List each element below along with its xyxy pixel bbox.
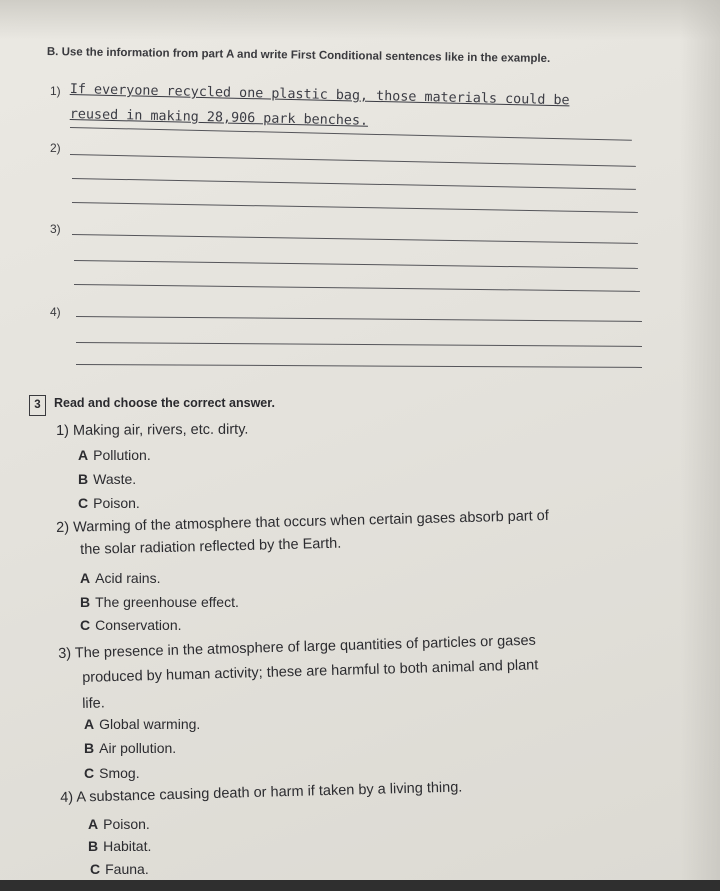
writing-line[interactable]: [70, 154, 636, 167]
writing-line[interactable]: [74, 284, 640, 292]
option-1b[interactable]: [78, 471, 136, 487]
option-letter: C: [78, 495, 89, 511]
option-letter: A: [80, 570, 91, 586]
option-text: The greenhouse effect.: [95, 594, 239, 610]
option-4a[interactable]: [88, 816, 150, 832]
option-3c[interactable]: [84, 765, 140, 781]
question-text: Warming of the atmosphere that occurs when certain gases absorb part of: [72, 507, 549, 536]
writing-line[interactable]: [72, 234, 638, 244]
blank-number-3: 3): [50, 222, 61, 236]
option-letter: C: [84, 765, 95, 781]
option-text: Habitat.: [103, 838, 152, 854]
option-1a[interactable]: [78, 447, 151, 463]
option-letter: B: [84, 740, 95, 756]
option-3a[interactable]: [84, 716, 200, 732]
question-3-line3: life.: [82, 695, 106, 712]
option-letter: C: [80, 617, 91, 633]
question-number: 3): [58, 645, 72, 662]
question-number: 4): [60, 789, 74, 806]
question-2-line2: the solar radiation reflected by the Earth.: [80, 535, 342, 558]
option-text: Conservation.: [95, 617, 182, 633]
part-b-instruction: B. Use the information from part A and write First Conditional sentences like in the example.: [46, 46, 551, 66]
option-2b[interactable]: [80, 594, 239, 610]
option-letter: A: [88, 816, 99, 832]
question-text: A substance causing death or harm if taken by a living thing.: [76, 779, 463, 806]
option-text: Smog.: [99, 765, 140, 781]
blank-number-4: 4): [50, 305, 61, 319]
option-4c[interactable]: [90, 861, 149, 877]
option-text: Poison.: [93, 495, 140, 511]
writing-line[interactable]: [76, 342, 642, 347]
question-number: 1): [56, 422, 70, 439]
exercise-title: Read and choose the correct answer.: [54, 396, 275, 410]
question-3: [58, 633, 536, 662]
example-writing-line: [70, 127, 632, 141]
option-letter: B: [80, 594, 91, 610]
question-1: [56, 422, 248, 439]
question-3-line2: produced by human activity; these are harmful to both animal and plant: [82, 657, 539, 686]
option-letter: C: [90, 861, 101, 877]
option-letter: A: [78, 447, 89, 463]
option-text: Poison.: [103, 816, 150, 832]
writing-line[interactable]: [76, 364, 642, 368]
example-sentence-line1: If everyone recycled one plastic bag, those materials could be: [69, 82, 570, 109]
example-number: 1): [50, 84, 61, 98]
question-number: 2): [56, 519, 70, 536]
question-4: [60, 779, 463, 806]
blank-number-2: 2): [50, 141, 61, 155]
option-letter: B: [88, 838, 99, 854]
option-4b[interactable]: [88, 838, 151, 854]
option-text: Air pollution.: [99, 740, 177, 756]
option-text: Acid rains.: [95, 570, 161, 586]
option-text: Global warming.: [99, 716, 201, 732]
question-2: [56, 508, 549, 536]
question-text: Making air, rivers, etc. dirty.: [72, 421, 249, 439]
exercise-number-box: 3: [29, 395, 46, 416]
example-sentence-line2: reused in making 28,906 park benches.: [69, 107, 369, 129]
bottom-edge: [0, 880, 720, 891]
question-text: The presence in the atmosphere of large quantities of particles or gases: [74, 632, 536, 662]
option-letter: B: [78, 471, 89, 487]
option-1c[interactable]: [78, 495, 140, 511]
option-3b[interactable]: [84, 740, 176, 756]
writing-line[interactable]: [72, 178, 636, 190]
option-2a[interactable]: [80, 570, 160, 586]
option-text: Pollution.: [93, 447, 151, 463]
writing-line[interactable]: [76, 316, 642, 322]
option-letter: A: [84, 716, 95, 732]
writing-line[interactable]: [74, 260, 638, 269]
option-text: Fauna.: [105, 861, 149, 877]
option-text: Waste.: [93, 471, 137, 487]
writing-line[interactable]: [72, 202, 638, 213]
option-2c[interactable]: [80, 617, 182, 633]
